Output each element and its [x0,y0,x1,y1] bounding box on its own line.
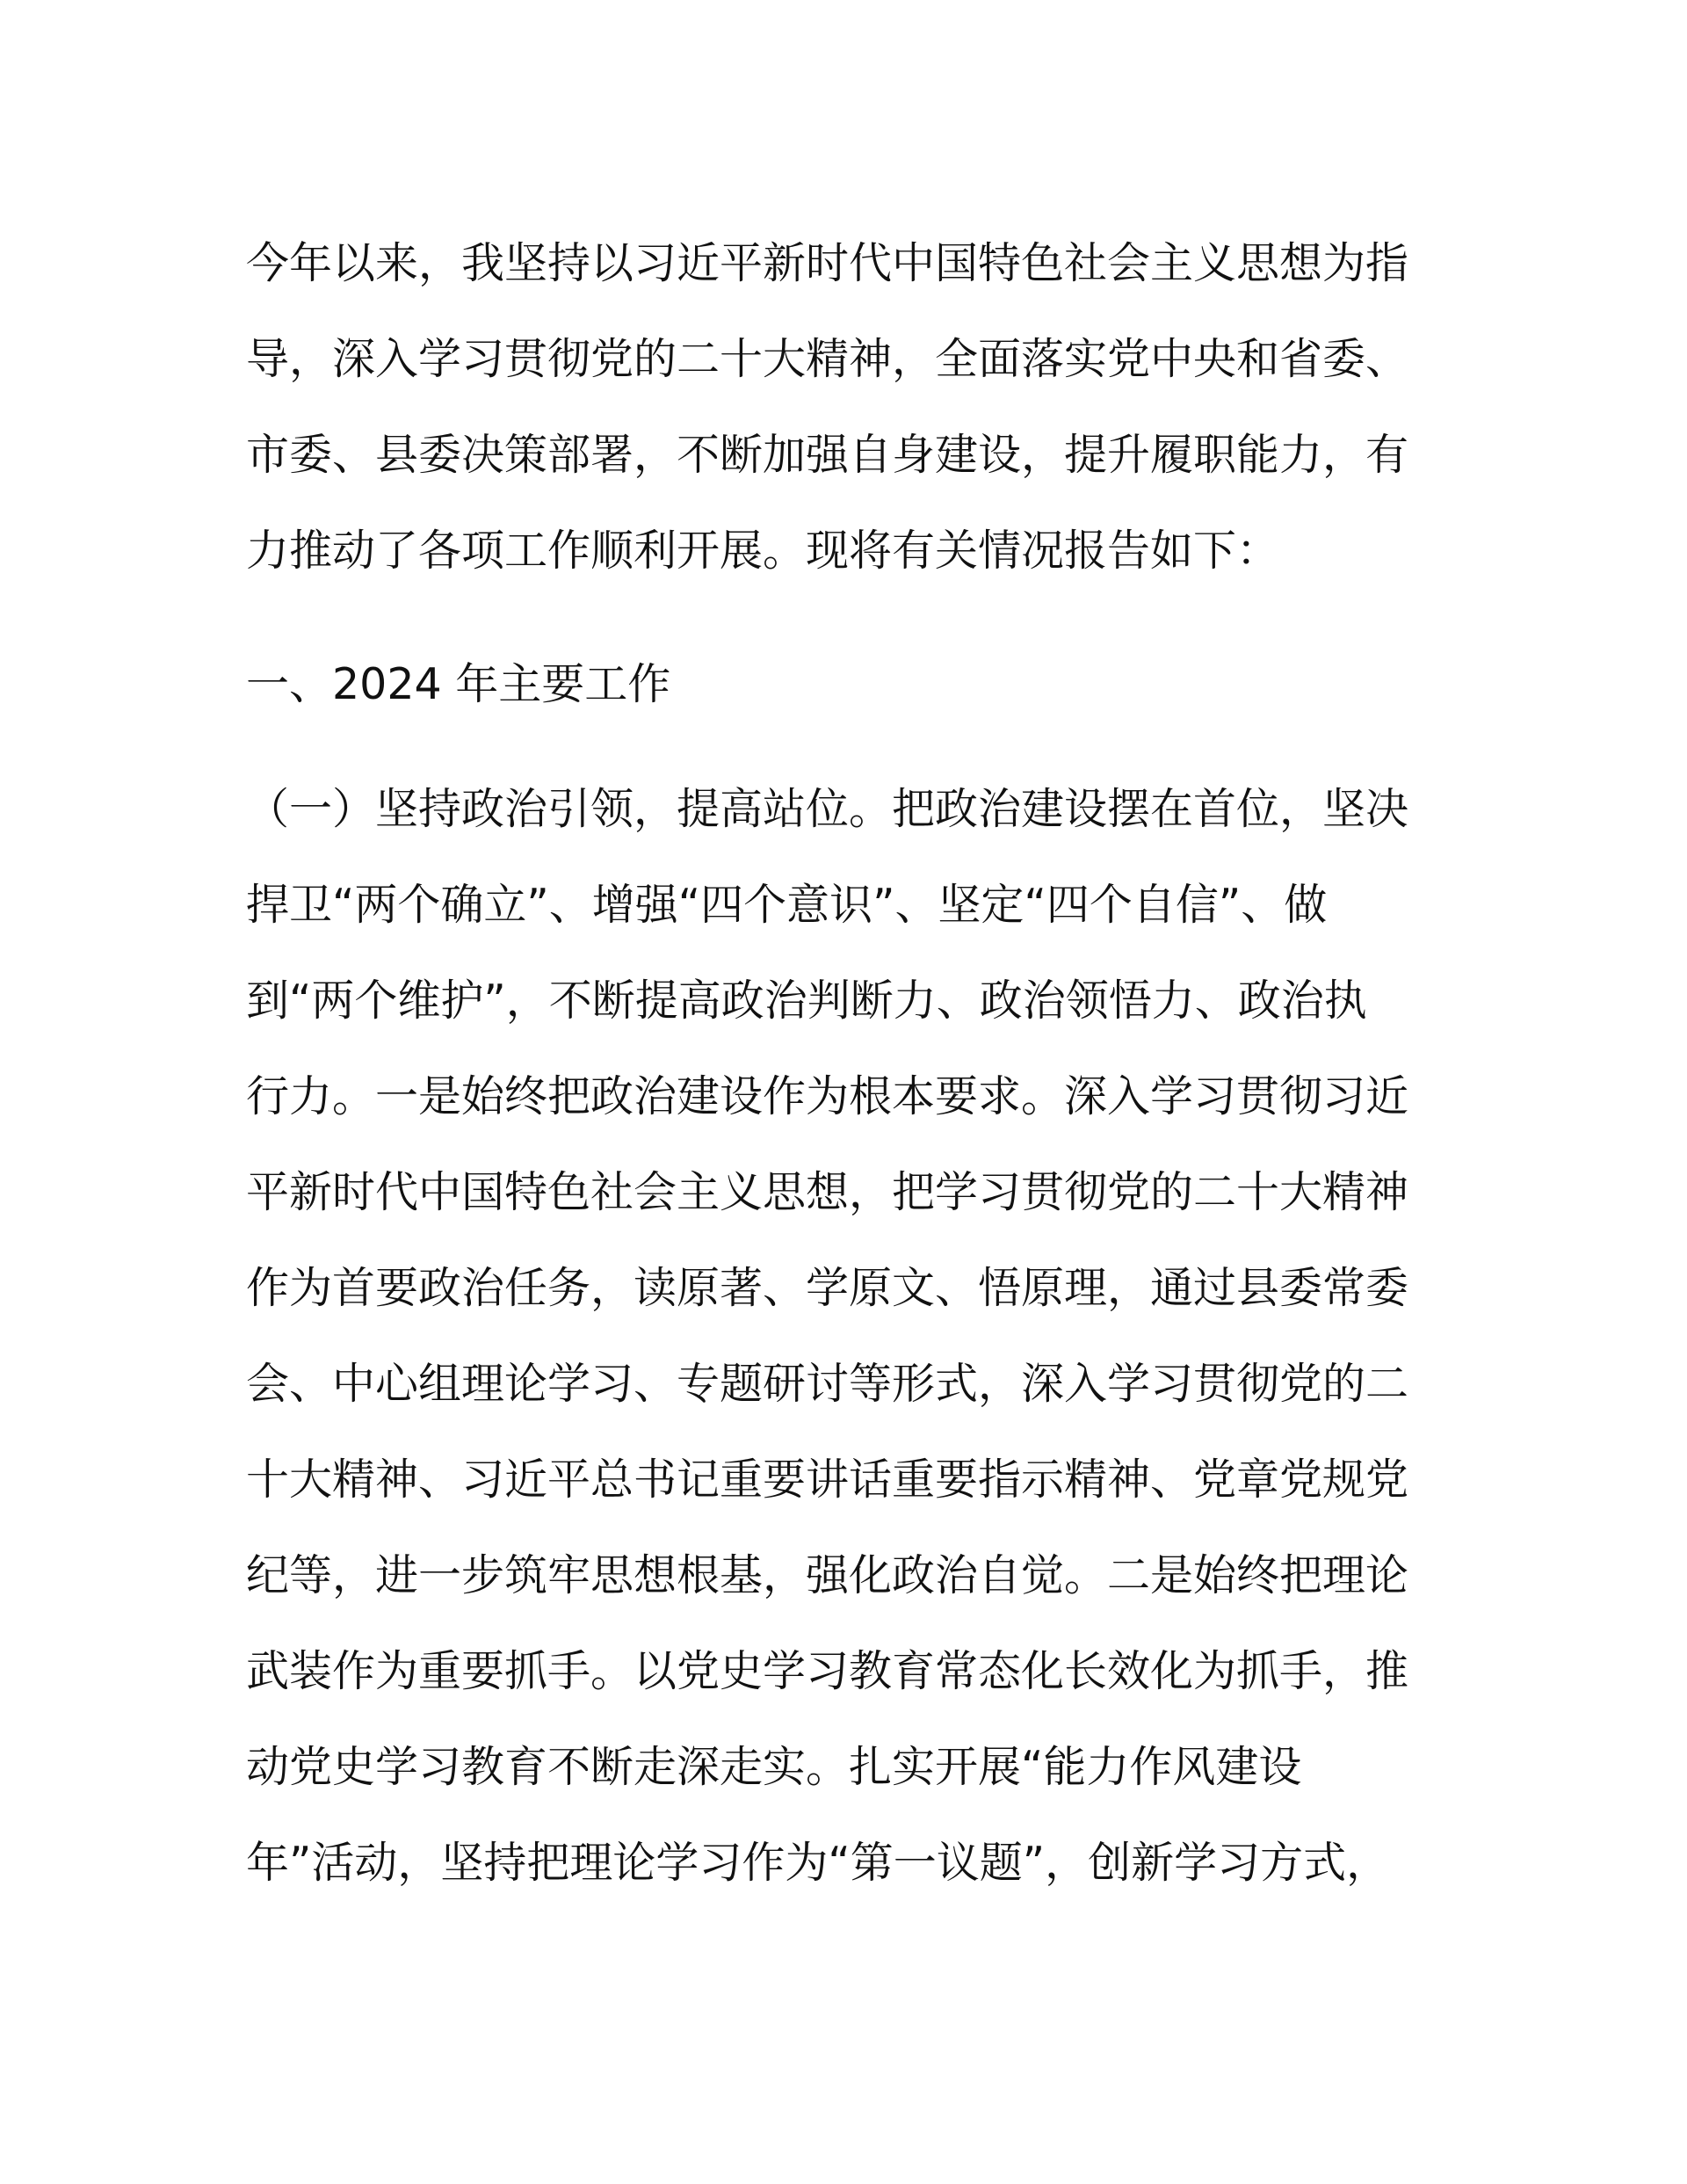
intro-line-2: 导，深入学习贯彻党的二十大精神，全面落实党中央和省委、 [246,334,1409,384]
section-line-1: （一）坚持政治引领，提高站位。把政治建设摆在首位，坚决 [246,784,1409,834]
intro-line-4: 力推动了各项工作顺利开展。现将有关情况报告如下： [246,526,1280,576]
intro-line-1: 今年以来，我坚持以习近平新时代中国特色社会主义思想为指 [246,238,1409,288]
section-line-7: 会、中心组理论学习、专题研讨等形式，深入学习贯彻党的二 [246,1359,1409,1409]
section-line-11: 动党史学习教育不断走深走实。扎实开展“能力作风建设 [246,1742,1302,1792]
section-line-3: 到“两个维护”，不断提高政治判断力、政治领悟力、政治执 [246,976,1367,1026]
section-line-9: 纪等，进一步筑牢思想根基，强化政治自觉。二是始终把理论 [246,1550,1409,1600]
section-line-5: 平新时代中国特色社会主义思想，把学习贯彻党的二十大精神 [246,1167,1409,1217]
section-line-10: 武装作为重要抓手。以党史学习教育常态化长效化为抓手，推 [246,1646,1409,1696]
section-line-4: 行力。一是始终把政治建设作为根本要求。深入学习贯彻习近 [246,1071,1409,1121]
section-line-8: 十大精神、习近平总书记重要讲话重要指示精神、党章党规党 [246,1455,1409,1505]
section-line-6: 作为首要政治任务，读原著、学原文、悟原理，通过县委常委 [246,1263,1409,1313]
section-line-2: 捍卫“两个确立”、增强“四个意识”、坚定“四个自信”、做 [246,880,1328,930]
section-heading: 一、2024 年主要工作 [246,659,671,709]
section-line-12: 年”活动，坚持把理论学习作为“第一议题”，创新学习方式， [246,1838,1390,1888]
intro-line-3: 市委、县委决策部署，不断加强自身建设，提升履职能力，有 [246,430,1409,480]
